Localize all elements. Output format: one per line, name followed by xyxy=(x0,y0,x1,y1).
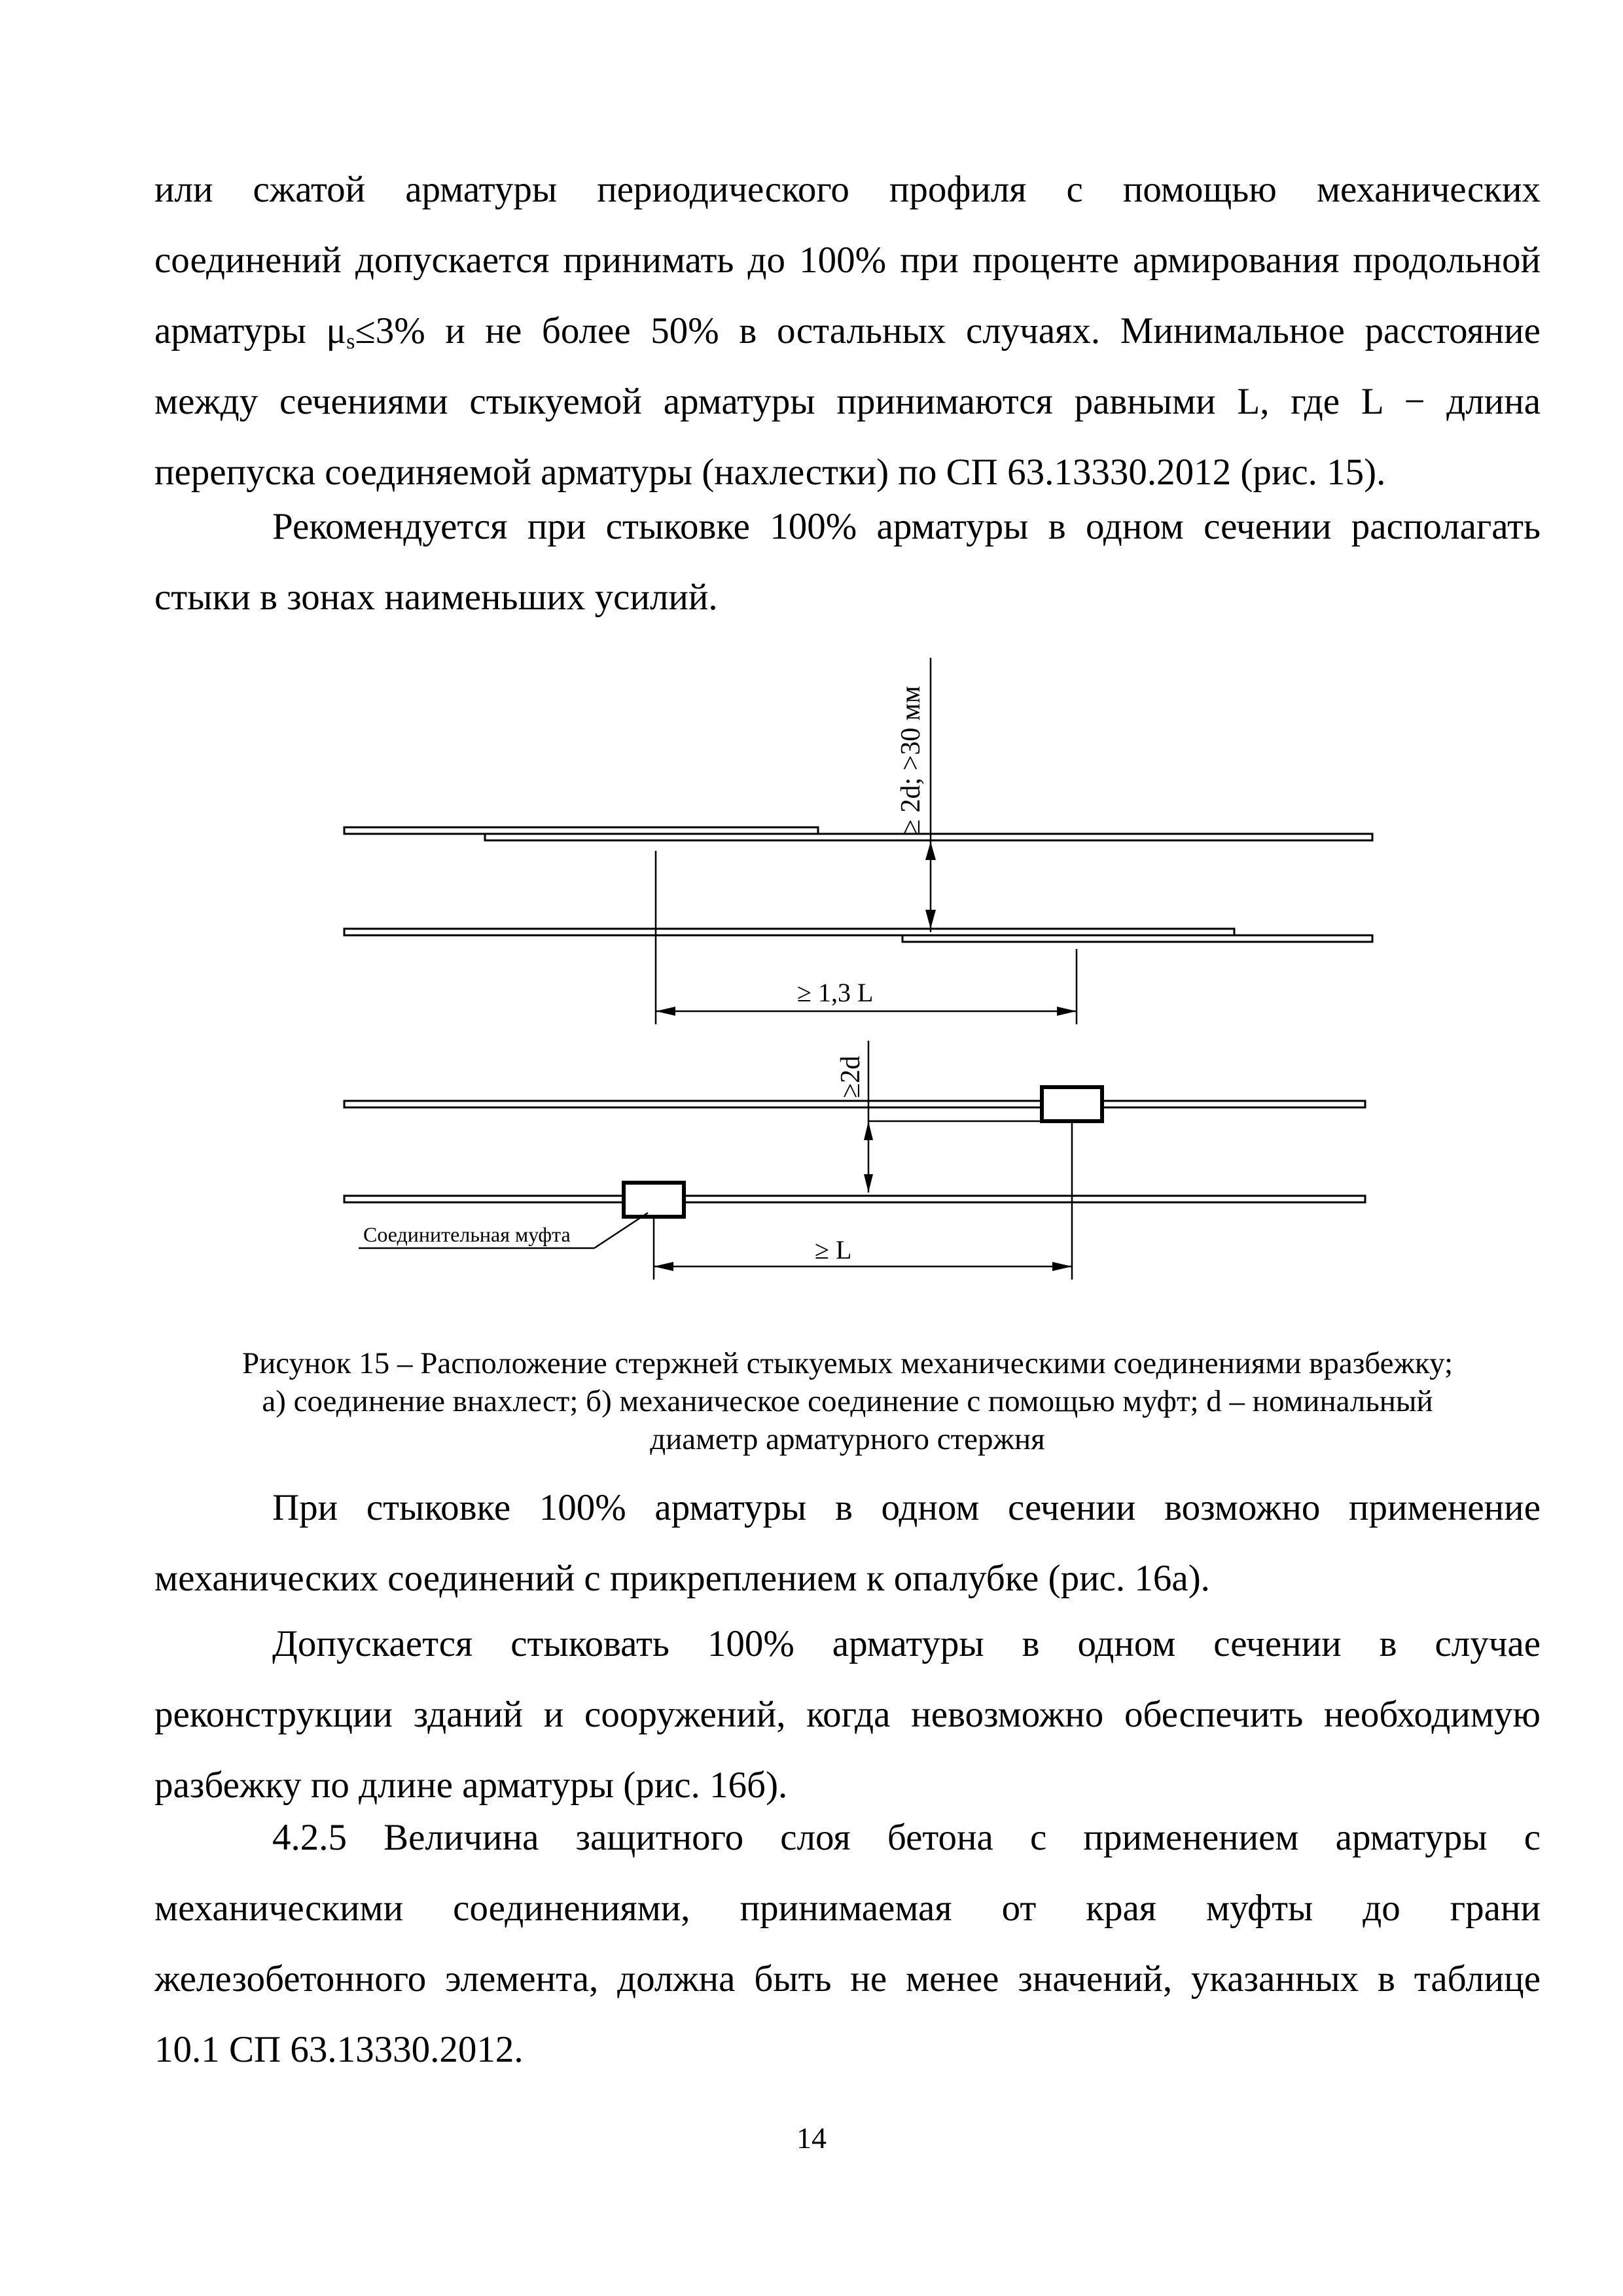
arrowhead-right-2 xyxy=(1052,1262,1072,1271)
rebar-coupled-lower xyxy=(344,1196,1365,1202)
rebar-coupled-upper xyxy=(344,1101,1365,1107)
paragraph-4 xyxy=(154,1609,1541,1821)
paragraph-1-line-2: соединений допускается принимать до 100% при проценте армирования продольной xyxy=(154,240,1541,281)
arrowhead-down-2 xyxy=(864,1174,873,1193)
coupling-leader-line xyxy=(594,1213,648,1248)
dimension-label-L: ≥ L xyxy=(815,1235,852,1265)
paragraph-3-line-2: механических соединений с прикреплением к опалубке (рис. 16а). xyxy=(154,1558,1210,1599)
paragraph-2-line-1: Рекомендуется при стыковке 100% арматуры в одном сечении располагать xyxy=(272,506,1541,547)
paragraph-5-line-4: 10.1 СП 63.13330.2012. xyxy=(154,2029,524,2070)
caption-line-3: диаметр арматурного стержня xyxy=(650,1422,1045,1456)
paragraph-5-line-2: механическими соединениями, принимаемая от края муфты до грани xyxy=(154,1888,1541,1929)
lap-splice-diagram xyxy=(344,658,1372,1024)
coupling-upper[interactable] xyxy=(1042,1087,1102,1121)
paragraph-4-line-1: Допускается стыковать 100% арматуры в одном сечении в случае xyxy=(272,1623,1541,1664)
arrowhead-down xyxy=(925,910,936,929)
arrowhead-right-1 xyxy=(1057,1007,1077,1016)
arrowhead-left-1 xyxy=(656,1007,675,1016)
figure-caption xyxy=(154,1344,1541,1458)
paragraph-4-line-2: реконструкции зданий и сооружений, когда невозможно обеспечить необходимую xyxy=(154,1694,1541,1735)
paragraph-1-line-5: перепуска соединяемой арматуры (нахлестки) по СП 63.13330.2012 (рис. 15). xyxy=(154,452,1386,493)
coupling-lower[interactable] xyxy=(624,1183,684,1217)
paragraph-1-line-3-end: ≤3% и не более 50% в остальных случаях. Минимальное расстояние xyxy=(355,310,1541,351)
caption-line-2: а) соединение внахлест; б) механическое соединение с помощью муфт; d – номинальный xyxy=(262,1384,1433,1418)
arrowhead-up-2 xyxy=(864,1121,873,1140)
paragraph-1-line-3-start: арматуры μ xyxy=(154,310,347,351)
paragraph-5-line-1: 4.2.5 Величина защитного слоя бетона с применением арматуры с xyxy=(272,1817,1541,1858)
paragraph-3 xyxy=(154,1473,1541,1614)
coupling-label: Соединительная муфта xyxy=(363,1223,571,1246)
rebar-lower-right xyxy=(902,935,1372,942)
paragraph-3-line-1: При стыковке 100% арматуры в одном сечении возможно применение xyxy=(272,1487,1541,1528)
paragraph-1-line-1: или сжатой арматуры периодического профиля с помощью механических xyxy=(154,169,1541,210)
paragraph-5-line-3: железобетонного элемента, должна быть не менее значений, указанных в таблице xyxy=(154,1958,1541,2000)
caption-line-1: Рисунок 15 – Расположение стержней стыкуемых механическими соединениями вразбежку; xyxy=(241,1346,1454,1380)
mu-subscript: s xyxy=(346,329,355,354)
paragraph-2-line-2: стыки в зонах наименьших усилий. xyxy=(154,577,718,618)
dimension-label-1-3L: ≥ 1,3 L xyxy=(797,978,874,1007)
paragraph-4-line-3: разбежку по длине арматуры (рис. 16б). xyxy=(154,1765,788,1806)
arrowhead-up xyxy=(925,842,936,860)
dimension-label-2d: ≥2d xyxy=(836,1055,866,1098)
rebar-upper-right xyxy=(485,834,1372,840)
paragraph-1-line-4: между сечениями стыкуемой арматуры принимаются равными L, где L − длина xyxy=(154,381,1541,422)
dimension-label-2d-30mm: ≥ 2d; >30 мм xyxy=(896,685,926,834)
arrowhead-left-2 xyxy=(654,1262,673,1271)
page-number: 14 xyxy=(796,2121,827,2155)
paragraph-5 xyxy=(154,1803,1541,2085)
